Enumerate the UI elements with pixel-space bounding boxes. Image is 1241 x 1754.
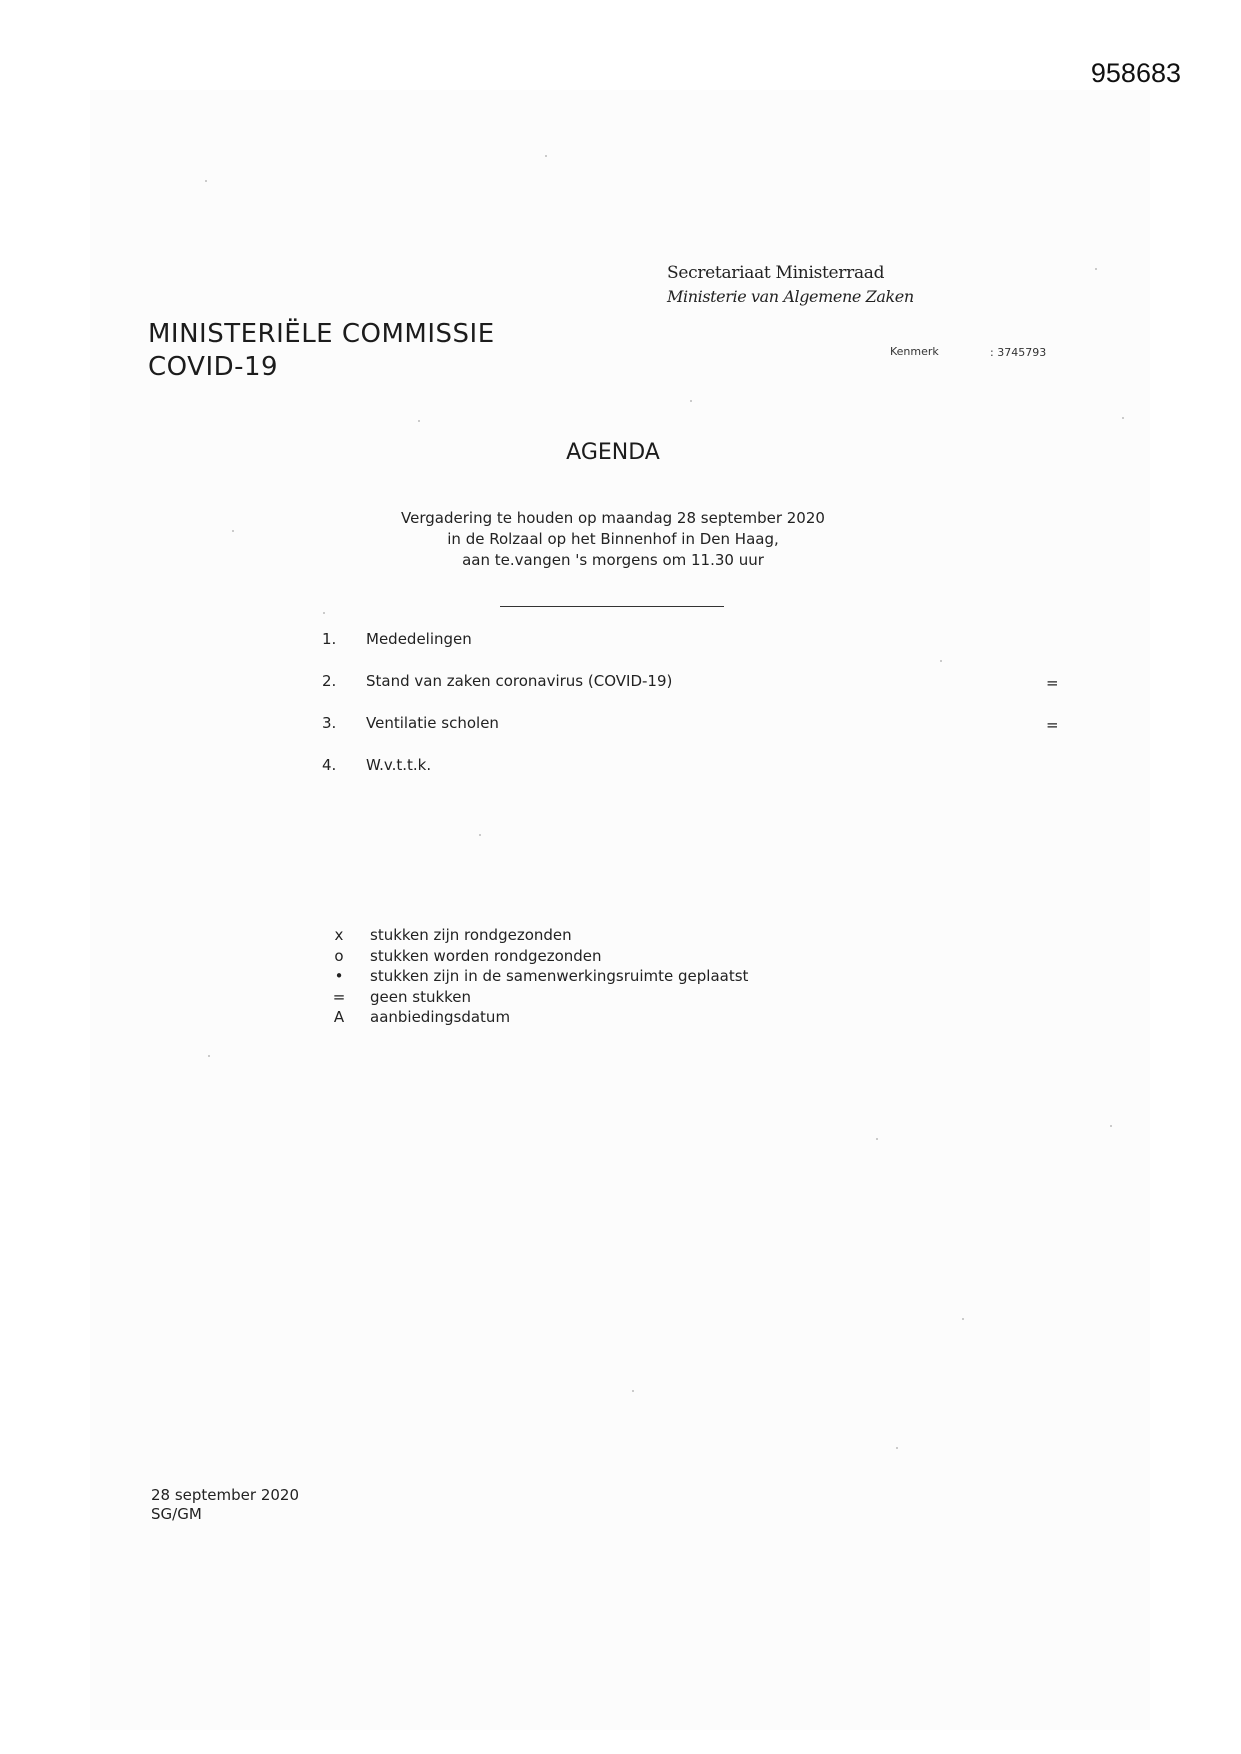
legend-symbol: x — [334, 926, 344, 944]
legend-symbol: = — [332, 987, 346, 1006]
agenda-list — [0, 630, 1241, 798]
meeting-location-line: in de Rolzaal op het Binnenhof in Den Haag, — [447, 530, 779, 548]
agenda-item-number: 3. — [322, 714, 337, 732]
scan-speck — [1110, 1125, 1112, 1127]
agenda-item-text: W.v.t.t.k. — [366, 756, 432, 774]
agenda-item-mark: = — [1046, 716, 1059, 734]
meeting-details — [0, 508, 1226, 571]
legend-text: stukken zijn in de samenwerkingsruimte geplaatst — [370, 967, 749, 985]
agenda-item — [0, 714, 1241, 756]
agenda-item-text: Mededelingen — [366, 630, 472, 648]
reference-value: : 3745793 — [990, 346, 1047, 359]
reference-label: Kenmerk — [890, 345, 939, 358]
legend-symbol: • — [334, 967, 344, 985]
page-title: AGENDA — [566, 440, 660, 465]
scan-speck — [205, 180, 207, 182]
sender-ministry: Ministerie van Algemene Zaken — [667, 287, 914, 306]
committee-name: MINISTERIËLE COMMISSIE — [148, 319, 495, 349]
meeting-time-line: aan te.vangen 's morgens om 11.30 uur — [462, 551, 764, 569]
scan-speck — [632, 1390, 634, 1392]
scan-speck — [545, 155, 547, 157]
scan-speck — [418, 420, 420, 422]
agenda-item — [0, 672, 1241, 714]
legend-row — [0, 926, 1241, 947]
document-number: 958683 — [1090, 58, 1181, 88]
sender-block — [667, 263, 914, 306]
committee-heading — [148, 318, 495, 384]
committee-topic: COVID-19 — [148, 352, 279, 382]
legend-text: aanbiedingsdatum — [370, 1008, 511, 1026]
scan-speck — [479, 834, 481, 836]
legend — [0, 926, 1241, 1029]
agenda-item-text: Stand van zaken coronavirus (COVID-19) — [366, 672, 673, 690]
scan-speck — [323, 612, 325, 614]
footer-initials: SG/GM — [151, 1505, 202, 1523]
agenda-item-number: 1. — [322, 630, 337, 648]
scan-speck — [896, 1447, 898, 1449]
agenda-item-text: Ventilatie scholen — [366, 714, 499, 732]
scan-speck — [876, 1138, 878, 1140]
agenda-item — [0, 630, 1241, 672]
footer-date: 28 september 2020 — [151, 1486, 300, 1504]
legend-row — [0, 967, 1241, 988]
legend-text: geen stukken — [370, 987, 472, 1006]
legend-symbol: o — [334, 946, 344, 965]
legend-symbol: A — [333, 1008, 345, 1026]
sender-secretariat: Secretariaat Ministerraad — [667, 263, 885, 283]
meeting-date-line: Vergadering te houden op maandag 28 september 2020 — [401, 509, 825, 527]
footer — [151, 1486, 299, 1524]
legend-text: stukken worden rondgezonden — [370, 946, 602, 965]
scan-speck — [690, 400, 692, 402]
scan-speck — [962, 1318, 964, 1320]
agenda-item-number: 4. — [322, 756, 337, 774]
agenda-item — [0, 756, 1241, 798]
legend-text: stukken zijn rondgezonden — [370, 926, 572, 944]
scan-speck — [1122, 417, 1124, 419]
agenda-item-number: 2. — [322, 672, 337, 690]
legend-row — [0, 947, 1241, 968]
legend-row — [0, 988, 1241, 1009]
divider — [500, 606, 724, 607]
scan-speck — [1095, 268, 1097, 270]
agenda-item-mark: = — [1046, 674, 1059, 692]
scan-speck — [208, 1055, 210, 1057]
legend-row — [0, 1008, 1241, 1029]
